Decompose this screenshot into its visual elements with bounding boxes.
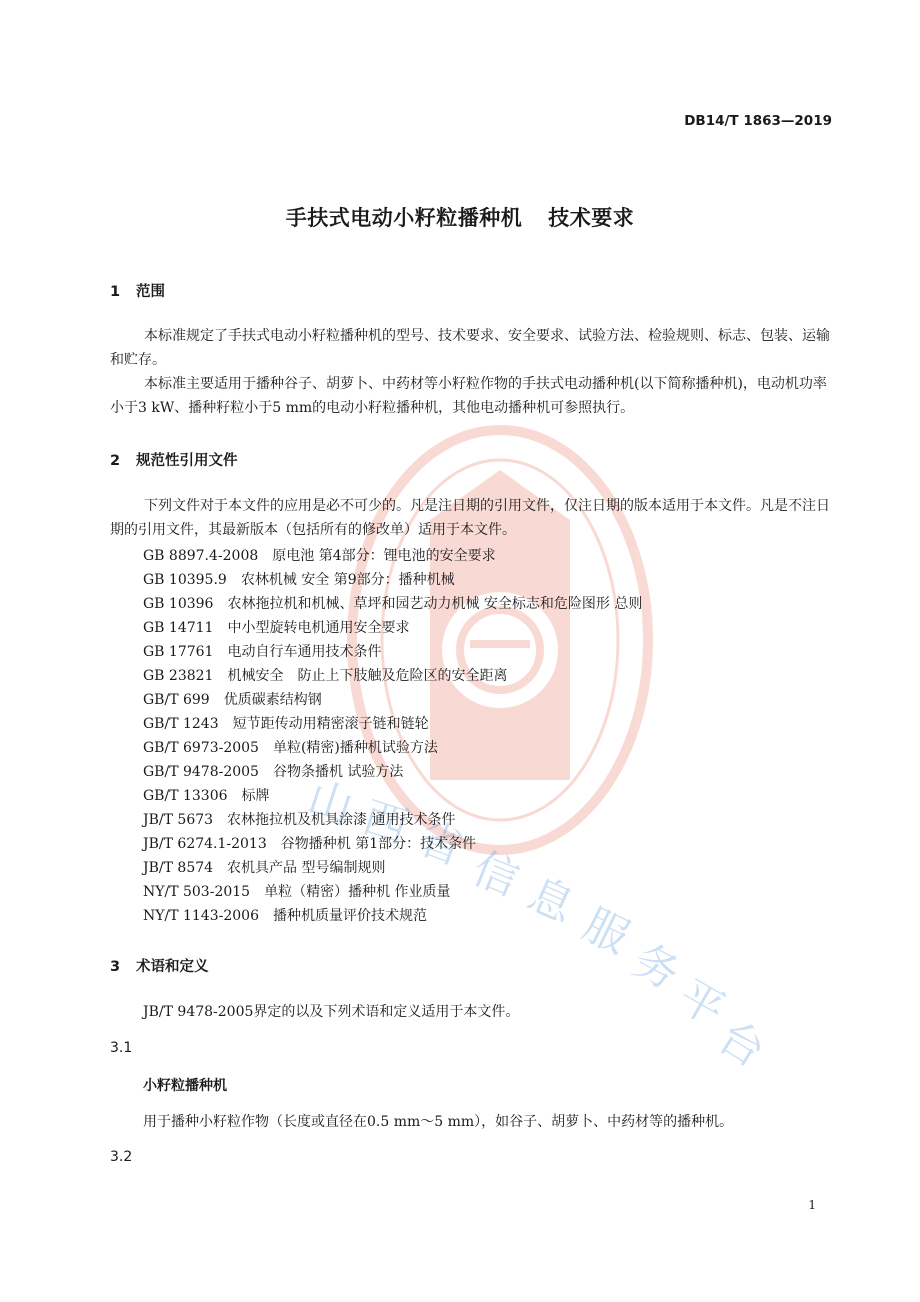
definition-3-1: 用于播种小籽粒作物（长度或直径在0.5 mm～5 mm），如谷子、胡萝卜、中药材等的播种机。 xyxy=(143,1114,734,1130)
svg-text:信: 信 xyxy=(465,842,526,907)
reference-item: GB 8897.4-2008 原电池 第4部分：锂电池的安全要求 xyxy=(143,548,496,564)
section-3-title: 术语和定义 xyxy=(136,959,209,975)
reference-item: GB/T 699 优质碳素结构钢 xyxy=(143,692,322,708)
term-3-1: 小籽粒播种机 xyxy=(143,1078,227,1094)
document-title xyxy=(0,202,920,232)
svg-text:息: 息 xyxy=(520,868,582,933)
svg-text:台: 台 xyxy=(709,1011,774,1078)
page-number: 1 xyxy=(808,1198,816,1212)
clause-3-2-number: 3.2 xyxy=(110,1149,133,1165)
reference-item: JB/T 5673 农林拖拉机及机具涂漆 通用技术条件 xyxy=(143,812,456,828)
section-1-heading xyxy=(110,280,165,301)
section-2-intro xyxy=(110,494,835,542)
reference-item: NY/T 503-2015 单粒（精密）播种机 作业质量 xyxy=(143,884,451,900)
section-2-heading xyxy=(110,449,238,470)
reference-item: JB/T 6274.1-2013 谷物播种机 第1部分：技术条件 xyxy=(143,836,477,852)
svg-text:山: 山 xyxy=(301,771,360,835)
title-part-1: 手扶式电动小籽粒播种机 xyxy=(285,206,523,230)
reference-item: NY/T 1143-2006 播种机质量评价技术规范 xyxy=(143,908,427,924)
svg-text:平: 平 xyxy=(669,970,734,1037)
svg-text:西: 西 xyxy=(356,791,415,855)
svg-text:服: 服 xyxy=(575,899,638,965)
svg-text:务: 务 xyxy=(624,934,688,1001)
section-2-title: 规范性引用文件 xyxy=(136,453,238,469)
section-1-paragraph-1 xyxy=(110,324,835,372)
section-1-text-1: 本标准规定了手扶式电动小籽粒播种机的型号、技术要求、安全要求、试验方法、检验规则、标志、包装、运输和贮存。 xyxy=(110,328,830,368)
section-3-intro: JB/T 9478-2005界定的以及下列术语和定义适用于本文件。 xyxy=(143,1004,520,1020)
section-3-heading xyxy=(110,955,209,976)
section-1-number: 1 xyxy=(110,284,121,300)
document-number: DB14/T 1863—2019 xyxy=(684,113,832,129)
reference-item: GB 14711 中小型旋转电机通用安全要求 xyxy=(143,620,410,636)
section-3-number: 3 xyxy=(110,959,121,975)
reference-item: GB/T 13306 标牌 xyxy=(143,788,270,804)
svg-text:省: 省 xyxy=(411,812,471,876)
reference-item: GB 23821 机械安全 防止上下肢触及危险区的安全距离 xyxy=(143,668,508,684)
reference-item: GB/T 1243 短节距传动用精密滚子链和链轮 xyxy=(143,716,429,732)
section-1-paragraph-2 xyxy=(110,372,835,420)
reference-item: GB/T 9478-2005 谷物条播机 试验方法 xyxy=(143,764,404,780)
clause-3-1-number: 3.1 xyxy=(110,1040,133,1056)
reference-item: GB/T 6973-2005 单粒(精密)播种机试验方法 xyxy=(143,740,438,756)
section-1-title: 范围 xyxy=(136,284,165,300)
section-2-intro-text: 下列文件对于本文件的应用是必不可少的。凡是注日期的引用文件，仅注日期的版本适用于本文件。凡是不注日期的引用文件，其最新版本（包括所有的修改单）适用于本文件。 xyxy=(110,498,830,538)
reference-item: JB/T 8574 农机具产品 型号编制规则 xyxy=(143,860,386,876)
title-part-2: 技术要求 xyxy=(548,206,635,230)
section-2-number: 2 xyxy=(110,453,121,469)
reference-item: GB 10396 农林拖拉机和机械、草坪和园艺动力机械 安全标志和危险图形 总则 xyxy=(143,596,643,612)
reference-item: GB 10395.9 农林机械 安全 第9部分：播种机械 xyxy=(143,572,455,588)
section-1-text-2: 本标准主要适用于播种谷子、胡萝卜、中药材等小籽粒作物的手扶式电动播种机(以下简称播种机)，电动机功率小于3 kW、播种籽粒小于5 mm的电动小籽粒播种机，其他电动播种机可参照执行。 xyxy=(110,376,827,416)
reference-item: GB 17761 电动自行车通用技术条件 xyxy=(143,644,382,660)
